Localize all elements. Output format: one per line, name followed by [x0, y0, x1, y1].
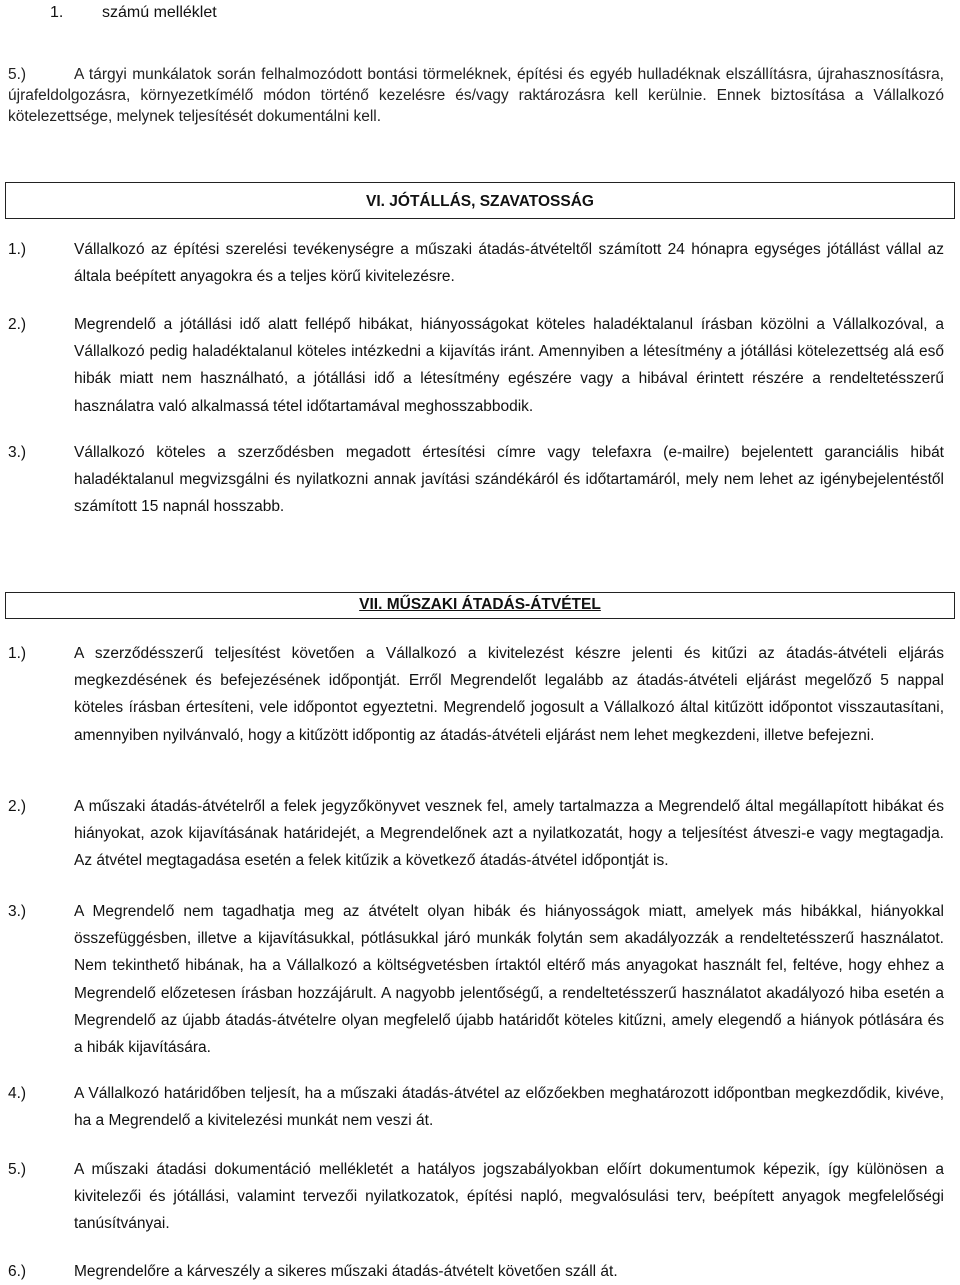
paragraph-label: 6.) [8, 1263, 27, 1280]
annex-title: számú melléklet [102, 4, 217, 21]
paragraph-text: Megrendelőre a kárveszély a sikeres műszaki átadás-átvételt követően száll át. [74, 1263, 618, 1280]
paragraph-label: 5.) [8, 66, 27, 83]
paragraph-label: 5.) [8, 1161, 27, 1178]
section-vii-title [5, 596, 955, 614]
paragraph-text: A Vállalkozó határidőben teljesít, ha a műszaki átadás-átvétel az előzőekben meghatározott időpontban megkezdődik, kivéve, ha a Megrendelő a kivitelezési munkát nem veszi át. [74, 1085, 944, 1130]
annex-heading [50, 2, 217, 24]
paragraph-text: A műszaki átadás-átvételről a felek jegyzőkönyvet vesznek fel, amely tartalmazza a Megrendelő által megállapított hibákat és hiányokat, azok kijavításának határidejét, a Megrendelőnek azt a nyilatkozatát, hogy a teljesítést átveszi-e vagy megtagadja. Az átvétel megtagadása esetén a felek kitűzik a következő átadás-átvétel időpontját is. [74, 798, 944, 870]
section-vi-title-text: VI. JÓTÁLLÁS, SZAVATOSSÁG [366, 193, 594, 210]
section-vi-item-1 [8, 236, 944, 290]
paragraph-label: 2.) [8, 798, 27, 815]
paragraph-label: 1.) [8, 241, 27, 258]
paragraph-label: 3.) [8, 903, 27, 920]
section-vii-item-2 [8, 793, 944, 875]
section-vii-item-6 [8, 1258, 944, 1285]
paragraph-text: A Megrendelő nem tagadhatja meg az átvételt olyan hibák és hiányosságok miatt, amelyek más hibákkal, hiányokkal összefüggésben, illetve a kijavításukkal, pótlásukkal járó munkák folytán sem akadályozzák a rendeltetésszerű használatot. Nem tekinthető hibának, ha a Vállalkozó a költségvetésben írtaktól eltérő más anyagokat használt fel, feltéve, hogy ehhez a Megrendelő előzetesen írásban hozzájárult. A nagyobb jelentőségű, a rendeltetésszerű használatot akadályozó hiba esetén a Megrendelő az újabb átadás-átvételre olyan megfelelő újabb határidőt köteles kitűzni, amely elegendő a hiányok pótlására és a hibák kijavítására. [74, 903, 944, 1057]
paragraph-text: Vállalkozó az építési szerelési tevékenységre a műszaki átadás-átvételtől számított 24 hónapra egységes jótállást vállal az általa beépített anyagokra és a teljes körű kivitelezésre. [74, 241, 944, 286]
paragraph-label: 3.) [8, 444, 27, 461]
paragraph-text: A tárgyi munkálatok során felhalmozódott bontási törmeléknek, építési és egyéb hulladéknak elszállításra, újrahasznosításra, újrafeldolgozásra, környezetkímélő módon történő kezelésre és/vagy raktározásra kell kerülnie. Ennek biztosítása a Vállalkozó kötelezettsége, melynek teljesítését dokumentálni kell. [8, 66, 944, 125]
section-vii-item-3 [8, 898, 944, 1061]
paragraph-text: Megrendelő a jótállási idő alatt fellépő hibákat, hiányosságokat köteles haladéktalanul írásban közölni a Vállalkozóval, a Vállalkozó pedig haladéktalanul köteles intézkedni a kijavítás iránt. Amennyiben a létesítmény a jótállási kötelezettség alá eső hibák miatt nem használható, a jótállási idő a létesítmény egészére vagy a hibával érintett részére a rendeltetésszerű használatra való alkalmassá tétel időtartamával meghosszabbodik. [74, 316, 944, 415]
annex-number: 1. [50, 4, 64, 21]
section-vi-item-3 [8, 439, 944, 521]
section-vi-title [5, 193, 955, 211]
section-vii-item-5 [8, 1156, 944, 1238]
paragraph-label: 2.) [8, 316, 27, 333]
paragraph-label: 1.) [8, 645, 27, 662]
intro-paragraph [8, 64, 944, 127]
section-vi-item-2 [8, 311, 944, 420]
section-vii-item-4 [8, 1080, 944, 1134]
paragraph-text: A műszaki átadási dokumentáció mellékletét a hatályos jogszabályokban előírt dokumentumok képezik, így különösen a kivitelezői és jótállási, valamint tervezői nyilatkozatok, építési napló, megvalósulási terv, beépített anyagok megfelelőségi tanúsítványai. [74, 1161, 944, 1233]
section-vii-item-1 [8, 640, 944, 749]
paragraph-label: 4.) [8, 1085, 27, 1102]
paragraph-text: Vállalkozó köteles a szerződésben megadott értesítési címre vagy telefaxra (e-mailre) bejelentett garanciális hibát haladéktalanul megvizsgálni és nyilatkozni annak javítási szándékáról és időtartamáról, mely nem lehet az igénybejelentéstől számított 15 napnál hosszabb. [74, 444, 944, 516]
paragraph-text: A szerződésszerű teljesítést követően a Vállalkozó a kivitelezést készre jelenti és kitűzi az átadás-átvételi eljárás megkezdésének és befejezésének időpontját. Erről Megrendelőt legalább az átadás-átvételi eljárást megelőző 5 nappal köteles írásban értesíteni, vele időpontot egyeztetni. Megrendelő jogosult a Vállalkozó által kitűzött időpontot visszautasítani, amennyiben nyilvánvaló, hogy a kitűzött időpontig az átadás-átvételi eljárást nem lehet megkezdeni, illetve befejezni. [74, 645, 944, 744]
section-vii-title-text: VII. MŰSZAKI ÁTADÁS-ÁTVÉTEL [359, 596, 601, 613]
